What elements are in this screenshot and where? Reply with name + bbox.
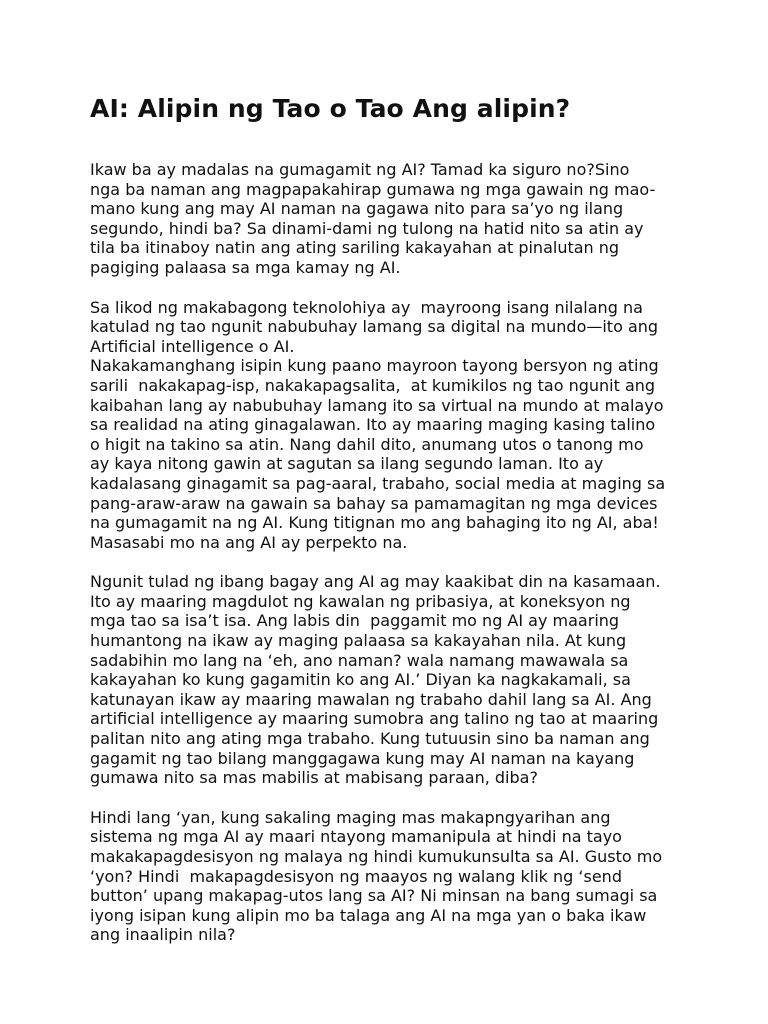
paragraph-capabilities: Nakakamanghang isipin kung paano mayroon tayong bersyon ng ating sarili nakakapag-isp, nakakapagsalita, at kumikilos ng tao ngunit ang kaibahan lang ay nabubuhay lamang ito sa virtual na mundo at malayo sa realidad na ating ginagalawan. Ito ay maaring maging kasing talino o higit na takino sa atin. Nang dahil dito, anumang utos o tanong mo ay kaya nitong gawin at sagutan sa ilang segundo laman. Ito ay kadalasang ginagamit sa pag-aaral, trabaho, social media at maging sa pang-araw-araw na gawain sa bahay sa pamamagitan ng mga devices na gumagamit na ng AI. Kung titignan mo ang bahaging ito ng AI, aba! Masasabi mo na ang AI ay perpekto na.: [90, 356, 666, 552]
paragraph-definition: Sa likod ng makabagong teknolohiya ay mayroong isang nilalang na katulad ng tao ngunit nabubuhay lamang sa digital na mundo—ito ang Artificial intelligence o AI.: [90, 297, 659, 356]
document-title: AI: Alipin ng Tao o Tao Ang alipin?: [90, 94, 571, 123]
paragraph-risks: Ngunit tulad ng ibang bagay ang AI ag may kaakibat din na kasamaan. Ito ay maaring magdulot ng kawalan ng pribasiya, at koneksyon ng mga tao sa isa’t isa. Ang labis din paggamit mo ng AI ay maaring humantong na ikaw ay maging palaasa sa kakayahan nila. At kung sadabihin mo lang na ‘eh, ano naman? wala namang mawawala sa kakayahan ko kung gagamitin ko ang AI.’ Diyan ka nagkakamali, sa katunayan ikaw ay maaring mawalan ng trabaho dahil lang sa AI. Ang artificial intelligence ay maaring sumobra ang talino ng tao at maaring palitan nito ang ating mga trabaho. Kung tutuusin sino ba naman ang gagamit ng tao bilang manggagawa kung may AI naman na kayang gumawa nito sa mas mabilis at mabisang paraan, diba?: [90, 572, 661, 788]
paragraph-conclusion: Hindi lang ‘yan, kung sakaling maging mas makapngyarihan ang sistema ng mga AI ay maari ntayong mamanipula at hindi na tayo makakapagdesisyon ng malaya ng hindi kumukunsulta sa AI. Gusto mo ‘yon? Hindi makapagdesisyon ng maayos ng walang klik ng ‘send button’ upang makapag-utos lang sa AI? Ni minsan na bang sumagi sa iyong isipan kung alipin mo ba talaga ang AI na mga yan o baka ikaw ang inaalipin nila?: [90, 807, 663, 945]
document-content: [90, 92, 690, 965]
paragraph-intro: Ikaw ba ay madalas na gumagamit ng AI? Tamad ka siguro no?Sino nga ba naman ang magpapakahirap gumawa ng mga gawain ng mao- mano kung ang may AI naman na gagawa nito para sa’yo ng ilang segundo, hindi ba? Sa dinami-dami ng tulong na hatid nito sa atin ay tila ba itinaboy natin ang ating sariling kakayahan at pinalutan ng pagiging palaasa sa mga kamay ng AI.: [90, 160, 656, 277]
